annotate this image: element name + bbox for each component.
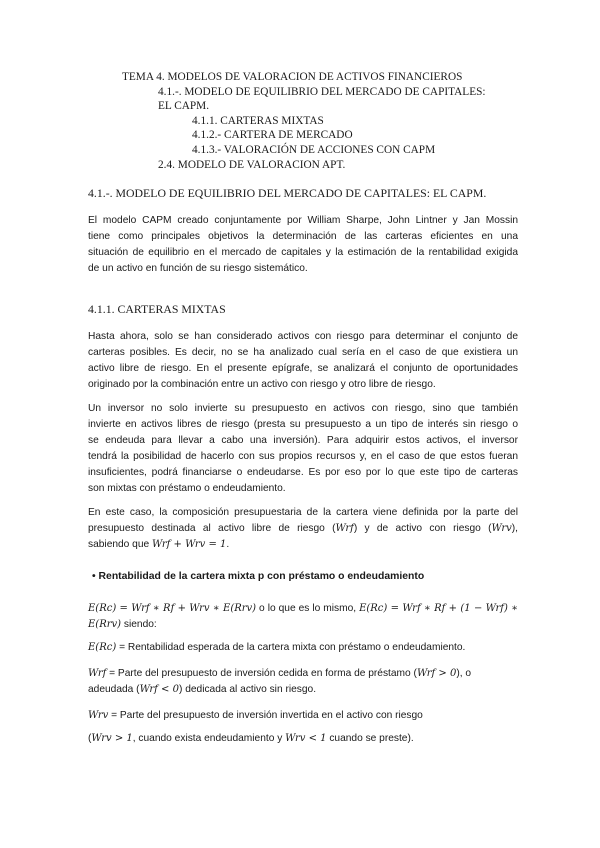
text-line: de un activo en función de su riesgo sistemático. <box>88 263 308 275</box>
toc-subitem-4-1-2: 4.1.2.- CARTERA DE MERCADO <box>192 129 353 142</box>
math-wrv: Wrv <box>491 523 512 535</box>
toc-item-4-1-line2: EL CAPM. <box>158 100 210 113</box>
text-fragment: ) y de activo con riesgo ( <box>353 523 492 535</box>
text-line: situación de equilibrio en el mercado de capitales y la estimación de la rentabilidad exigida <box>88 247 518 259</box>
text-fragment: = Parte del presupuesto de inversión cedida en forma de préstamo ( <box>106 668 417 679</box>
section-heading-capm: 4.1.-. MODELO DE EQUILIBRIO DEL MERCADO DE CAPITALES: EL CAPM. <box>88 186 487 200</box>
toc-subitem-4-1-3: 4.1.3.- VALORACIÓN DE ACCIONES CON CAPM <box>192 143 436 156</box>
bullet-label: Rentabilidad de la cartera mixta p con préstamo o endeudamiento <box>98 571 425 582</box>
definition-wrf-line1 <box>88 668 471 679</box>
text-line: Un inversor no solo invierte su presupuesto en activos con riesgo, sino que también <box>88 403 518 414</box>
definition-wrf-line2 <box>88 684 316 695</box>
toc-item-2-4: 2.4. MODELO DE VALORACION APT. <box>158 158 346 171</box>
math-wrv-greater: Wrv > 1 <box>91 733 133 744</box>
text-line: invierte en activos libres de riesgo (presta su presupuesto a un tipo de interés sin riesgo o <box>88 419 518 431</box>
math-formula-1: E(Rc) = Wrf ∗ Rf + Wrv ∗ E(Rrv) <box>88 603 257 614</box>
toc-subitem-4-1-1: 4.1.1. CARTERAS MIXTAS <box>192 114 324 127</box>
text-fragment: sabiendo que <box>88 539 153 551</box>
text-fragment: adeudada ( <box>88 684 140 695</box>
text-fragment: siendo: <box>121 619 157 631</box>
math-formula-2: E(Rc) = Wrf ∗ Rf + (1 − Wrf) ∗ <box>359 603 519 614</box>
formula-line <box>88 601 518 617</box>
formula-block <box>88 601 518 633</box>
definition-wrv-conditions <box>88 733 414 744</box>
text-fragment: = Parte del presupuesto de inversión invertida en el activo con riesgo <box>108 710 423 721</box>
text-line: se endeuda para llevar a cabo una inversión). Para adquirir estos activos, el inversor <box>88 435 518 447</box>
text-line: tiene como principales objetivos la determinación de las carteras eficientes en una <box>88 231 518 243</box>
math-expected-return: E(Rrv) <box>88 619 122 631</box>
text-fragment: . <box>226 539 230 551</box>
table-of-contents <box>0 70 600 172</box>
math-erc: E(Rc) <box>88 642 117 653</box>
math-wrf-positive: Wrf > 0 <box>416 668 457 679</box>
text-line <box>88 537 518 553</box>
text-fragment: ( <box>88 733 92 744</box>
section-heading-carteras-mixtas: 4.1.1. CARTERAS MIXTAS <box>88 302 226 316</box>
bullet-heading <box>92 571 424 582</box>
bullet-marker: • <box>92 571 96 582</box>
text-line: El modelo CAPM creado conjuntamente por William Sharpe, John Lintner y Jan Mossin <box>88 215 518 226</box>
math-wrf-negative: Wrf < 0 <box>139 684 179 695</box>
definition-wrv <box>88 710 423 721</box>
formula-line <box>88 617 518 633</box>
text-fragment: presupuesto destinada al activo libre de riesgo ( <box>88 523 336 535</box>
text-line <box>88 521 518 537</box>
text-fragment: ) dedicada al activo sin riesgo. <box>178 684 317 695</box>
text-fragment: , cuando exista endeudamiento y <box>132 733 286 744</box>
toc-title: TEMA 4. MODELOS DE VALORACION DE ACTIVOS FINANCIEROS <box>122 71 463 83</box>
paragraph-carteras-2 <box>88 401 518 498</box>
text-fragment: o lo que es lo mismo, <box>256 603 360 614</box>
paragraph-capm-intro <box>88 213 518 277</box>
text-fragment: cuando se preste). <box>326 733 414 744</box>
text-line: activo libre de riesgo. En el presente epígrafe, se analizará el conjunto de oportunidades <box>88 363 518 375</box>
paragraph-carteras-1 <box>88 329 518 393</box>
math-wrv-less: Wrv < 1 <box>285 733 327 744</box>
text-line: En este caso, la composición presupuestaria de la cartera viene definida por la parte del <box>88 507 518 518</box>
toc-item-4-1-line1: 4.1.-. MODELO DE EQUILIBRIO DEL MERCADO DE CAPITALES: <box>158 85 486 98</box>
text-fragment: = Rentabilidad esperada de la cartera mixta con préstamo o endeudamiento. <box>116 642 466 653</box>
text-line: son mixtas con préstamo o endeudamiento. <box>88 483 286 495</box>
math-wrf: Wrf <box>335 523 354 535</box>
math-wrf: Wrf <box>88 668 107 679</box>
definition-erc <box>88 642 465 653</box>
text-line: Hasta ahora, solo se han considerado activos con riesgo para determinar el conjunto de <box>88 331 518 342</box>
math-wrv: Wrv <box>88 710 109 721</box>
text-line: originado por la combinación entre un activo con riesgo y otro libre de riesgo. <box>88 379 436 391</box>
text-line: carteras posibles. Es decir, no se ha analizado cual sería en el caso de que existiera un <box>88 347 518 359</box>
text-fragment: ), o <box>456 668 472 679</box>
text-line: tendrá la posibilidad de hacerlo con sus propios recursos y, en el caso de que estos fueran <box>88 451 518 463</box>
text-fragment: ), <box>511 523 518 535</box>
paragraph-carteras-3 <box>88 505 518 553</box>
math-sum-equation: Wrf + Wrv = 1 <box>152 539 227 551</box>
text-line: insuficientes, podrá financiarse o endeudarse. Es por eso por lo que este tipo de carteras <box>88 467 518 479</box>
